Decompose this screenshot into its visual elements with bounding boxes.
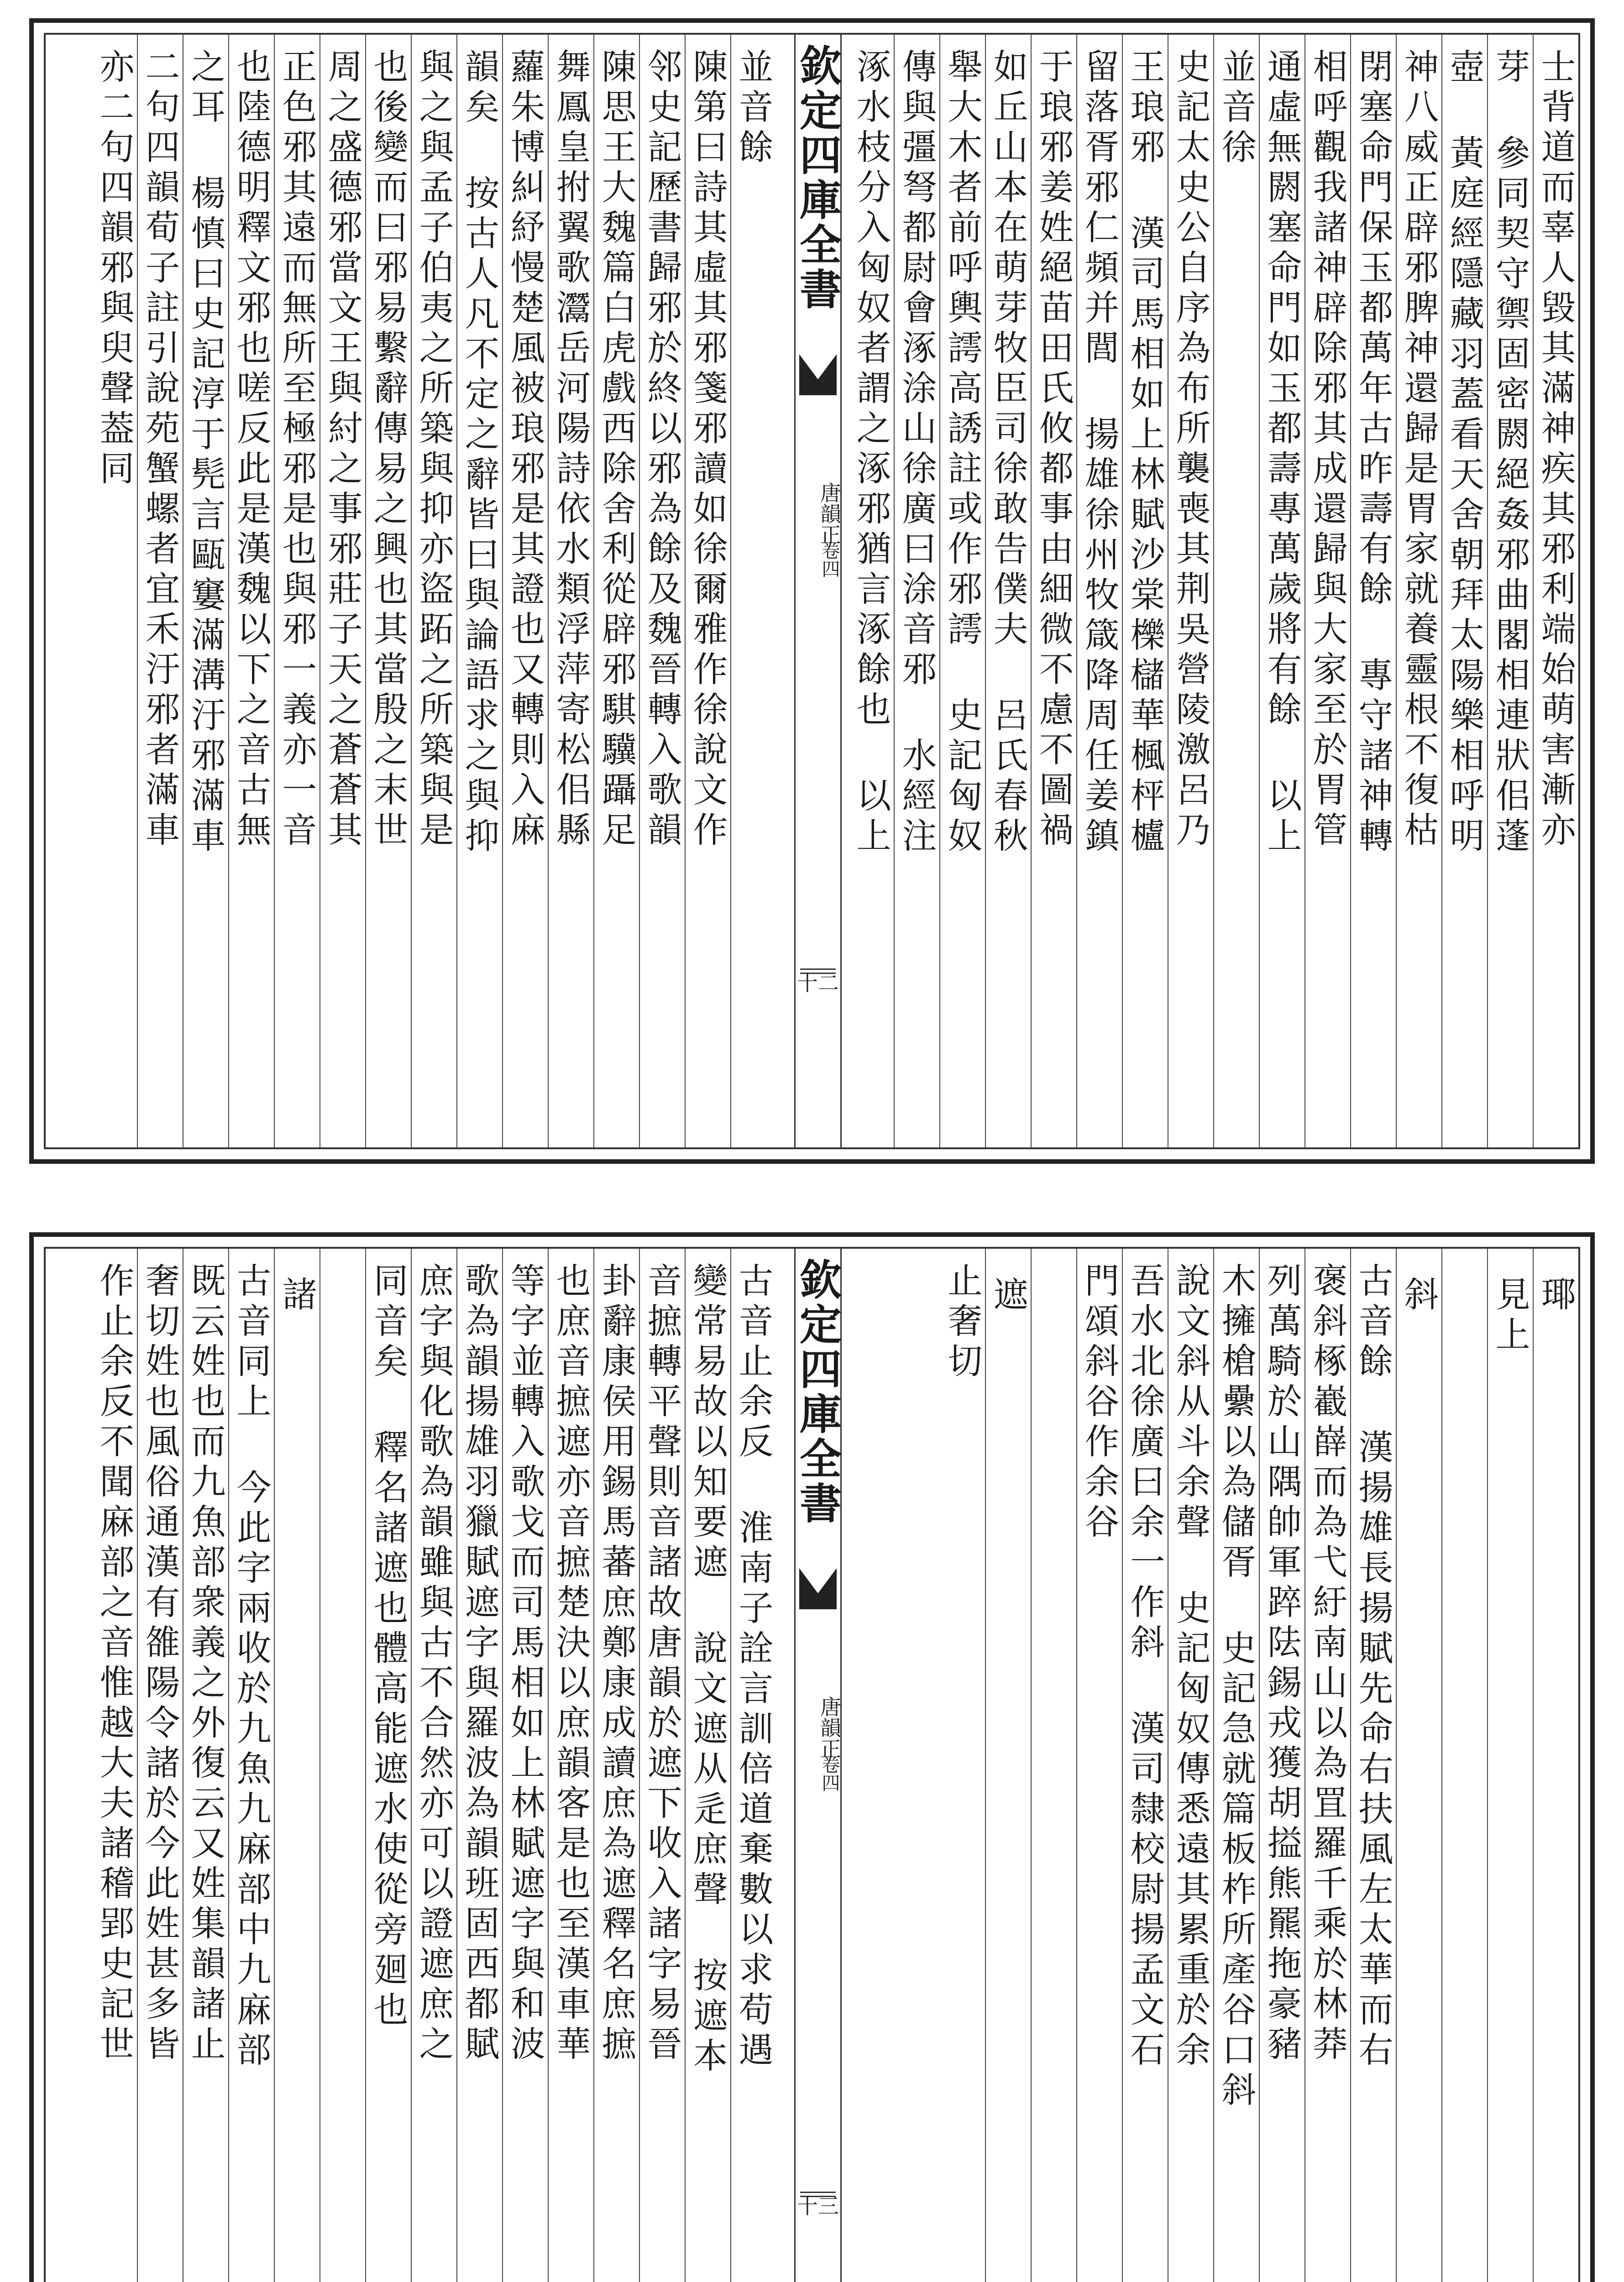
column-text: 卦辭康侯用錫馬蕃庶鄭康成讀庶為遮釋名庶摭 [596,1262,637,2066]
text-column [1487,35,1533,1147]
text-column [1122,1249,1168,2282]
column-text: 門頌斜谷作余谷 [1079,1262,1120,1544]
text-column [593,35,639,1147]
column-text: 芽 參同契守禦固密閼絕姦邪曲閣相連狀佀蓬 [1490,48,1530,858]
column-text: 史記太史公自序為布所襲喪其荆吳營陵激呂乃 [1170,48,1211,852]
column-text: 也庶音摭遮亦音摭楚決以庶韻客是也至漢車華 [550,1262,591,2066]
page-bottom-frame [44,1247,1580,2282]
column-text: 瑘 [1535,1276,1576,1316]
text-column [1304,1249,1350,2282]
column-text: 士背道而辜人毀其滿神疾其邪利端始萌害漸亦 [1535,48,1576,852]
column-text: 庶字與化歌為韻雖與古不合然亦可以證遮庶之 [414,1262,454,2066]
text-column [1350,35,1396,1147]
text-column [1213,1249,1259,2282]
column-text: 諸 [277,1276,317,1316]
column-text: 如丘山本在萌芽牧臣司徐敢告僕夫 呂氏春秋 [988,48,1028,858]
text-column [228,1249,274,2282]
column-text: 相呼觀我諸神辟除邪其成還歸與大家至於胃管 [1307,48,1348,852]
top-right-text [848,35,1578,1147]
text-column [1168,1249,1213,2282]
text-column [502,1249,548,2282]
column-text: 陳第曰詩其虛其邪箋邪讀如徐爾雅作徐說文作 [687,48,728,852]
text-column [1259,1249,1304,2282]
text-column [685,1249,730,2282]
bottom-right-text [848,1249,1578,2282]
column-text: 陳思王大魏篇白虎戲西除舍利從辟邪騏驥躡足 [596,48,637,852]
text-column [1487,1249,1533,2282]
column-text: 歌為韻揚雄羽獵賦遮字與羅波為韻班固西都賦 [459,1262,500,2066]
page-top [29,18,1595,1164]
column-text: 閉塞命門保玉都萬年古昨壽有餘 專守諸神轉 [1353,48,1393,858]
text-column [274,1249,320,2282]
column-text: 等字並轉入歌戈而司馬相如上林賦遮字與和波 [505,1262,545,2066]
text-column [1441,1249,1487,2282]
column-text: 吾水北徐廣曰余一作斜 漢司隸校尉揚孟文石 [1125,1262,1165,2072]
text-column [91,1249,137,2282]
text-column [985,1249,1031,2282]
column-text: 木擁槍纍以為儲胥 史記急就篇板柞所產谷口斜 [1216,1262,1257,2112]
text-column [848,35,894,1147]
spine-book: 唐韻正 [817,482,842,545]
column-text: 見上 [1490,1276,1530,1356]
spine-folio: 十三 [797,2194,839,2219]
spine-volume: 卷四 [819,541,840,578]
column-text: 通虛無閼塞命門如玉都壽專萬歲將有餘 以上 [1262,48,1302,858]
column-text: 涿水枝分入匈奴者謂之涿邪猶言涿餘也 以上 [851,48,891,858]
text-column [320,35,365,1147]
text-column [639,1249,685,2282]
page-top-frame [44,33,1580,1149]
spine-top [794,35,842,1147]
text-column [1350,1249,1396,2282]
column-text: 止奢切 [942,1262,983,1383]
text-column [183,35,228,1147]
text-column [894,35,939,1147]
column-text: 神八威正辟邪脾神還歸是胃家就養靈根不復枯 [1399,48,1439,852]
text-column [1533,1249,1578,2282]
text-column [411,35,456,1147]
column-text: 舉大木者前呼輿謣高誘註或作邪謣 史記匈奴 [942,48,983,858]
column-text: 也後變而曰邪易繫辭傳易之興也其當殷之末世 [368,48,409,852]
text-column [1076,1249,1122,2282]
text-column [939,35,985,1147]
text-column [730,35,776,1147]
text-column [91,35,137,1147]
column-text: 古音止余反 淮南子詮言訓倍道棄數以求苟遇 [733,1262,774,2072]
text-column [1441,35,1487,1147]
fish-tail-mark-icon [799,354,837,395]
bottom-left-text [46,1249,776,2282]
column-text: 正色邪其遠而無所至極邪是也與邪一義亦一音 [277,48,317,852]
text-column [183,1249,228,2282]
column-text: 同音矣 釋名諸遮也體高能遮水使從旁廻也 [368,1262,409,2031]
text-column [320,1249,365,2282]
text-column [639,35,685,1147]
column-text: 二句四韻荀子註引說苑蟹螺者宜禾汙邪者滿車 [140,48,180,852]
text-column [137,35,183,1147]
text-column [548,1249,593,2282]
column-text: 並音餘 [733,48,774,169]
text-column [1031,1249,1076,2282]
column-text: 作止余反不聞麻部之音惟越大夫諸稽郢史記世 [94,1262,135,2066]
column-text: 周之盛德邪當文王與紂之事邪莊子天之蒼蒼其 [322,48,363,852]
text-column [1076,35,1122,1147]
text-column [137,1249,183,2282]
column-text: 音摭轉平聲則音諸故唐韻於遮下收入諸字易晉 [642,1262,682,2066]
text-column [274,35,320,1147]
column-text: 留落胥邪仁頻并閭 揚雄徐州牧箴降周任姜鎮 [1079,48,1120,858]
text-column [939,1249,985,2282]
column-text: 並音徐 [1216,48,1257,169]
text-column [456,1249,502,2282]
text-column [411,1249,456,2282]
text-column [1396,1249,1441,2282]
text-column [1031,35,1076,1147]
column-text: 舞鳳皇拊翼歌灊岳河陽詩依水類浮萍寄松佀縣 [550,48,591,852]
spine-folio: 十二 [797,971,839,995]
fish-tail-mark-icon [799,1568,837,1609]
text-column [1259,35,1304,1147]
column-text: 列萬騎於山隅帥軍踤阹錫戎獲胡搤熊羆拖豪豬 [1262,1262,1302,2066]
column-text: 古音同上 今此字兩收於九魚九麻部中九麻部 [231,1262,272,2072]
text-column [1213,35,1259,1147]
text-column [1168,35,1213,1147]
page-bottom [29,1232,1595,2282]
column-text: 于琅邪姜姓絕苗田氏攸都事由細微不慮不圖禍 [1033,48,1074,852]
text-column [1533,35,1578,1147]
text-column [730,1249,776,2282]
column-text: 古音餘 漢揚雄長揚賦先命右扶風左太華而右 [1353,1262,1393,2072]
text-column [985,35,1031,1147]
text-column [685,35,730,1147]
column-text: 也陸德明釋文邪也嗟反此是漢魏以下之音古無 [231,48,272,852]
column-text: 王琅邪 漢司馬相如上林賦沙棠櫟櫧華楓枰櫨 [1125,48,1165,858]
text-column [365,1249,411,2282]
text-column [1396,35,1441,1147]
column-text: 斜 [1399,1276,1439,1316]
column-text: 說文斜从斗余聲 史記匈奴傳悉遠其累重於余 [1170,1262,1211,2072]
column-text: 遮 [988,1276,1028,1316]
spine-volume: 卷四 [819,1755,840,1792]
column-text: 變常易故以知要遮 說文遮从辵庶聲 按遮本 [687,1262,728,2078]
column-text: 邻史記歷書歸邪於終以邪為餘及魏晉轉入歌韻 [642,48,682,852]
column-text: 亦二句四韻邪與臾聲葢同 [94,48,135,490]
spine-bottom [794,1249,842,2282]
column-text: 韻矣 按古人凡不定之辭皆曰與論語求之與抑 [459,48,500,858]
text-column [1304,35,1350,1147]
spine-title: 欽定四庫全書 [793,1258,842,1526]
text-column [456,35,502,1147]
spine-book: 唐韻正 [817,1696,842,1759]
column-text: 壺 黃庭經隱藏羽蓋看天舍朝拜太陽樂相呼明 [1444,48,1485,858]
column-text: 傳與彊弩都尉會涿涂山徐廣曰涂音邪 水經注 [896,48,937,858]
text-column [593,1249,639,2282]
text-column [365,35,411,1147]
column-text: 之耳 楊慎曰史記淳于髡言甌窶滿溝汙邪滿車 [185,48,226,858]
column-text: 奢切姓也風俗通漢有雒陽令諸於今此姓甚多皆 [140,1262,180,2066]
text-column [228,35,274,1147]
top-left-text [46,35,776,1147]
text-column [502,35,548,1147]
column-text: 與之與孟子伯夷之所築與抑亦盜跖之所築與是 [414,48,454,852]
text-column [1122,35,1168,1147]
text-column [548,35,593,1147]
spine-title: 欽定四庫全書 [793,44,842,312]
column-text: 褒斜椓嶻嶭而為弋紆南山以為罝羅千乘於林莽 [1307,1262,1348,2066]
column-text: 既云姓也而九魚部衆義之外復云又姓集韻諸止 [185,1262,226,2066]
column-text: 蘿朱博糾紓慢楚風被琅邪是其證也又轉則入麻 [505,48,545,852]
